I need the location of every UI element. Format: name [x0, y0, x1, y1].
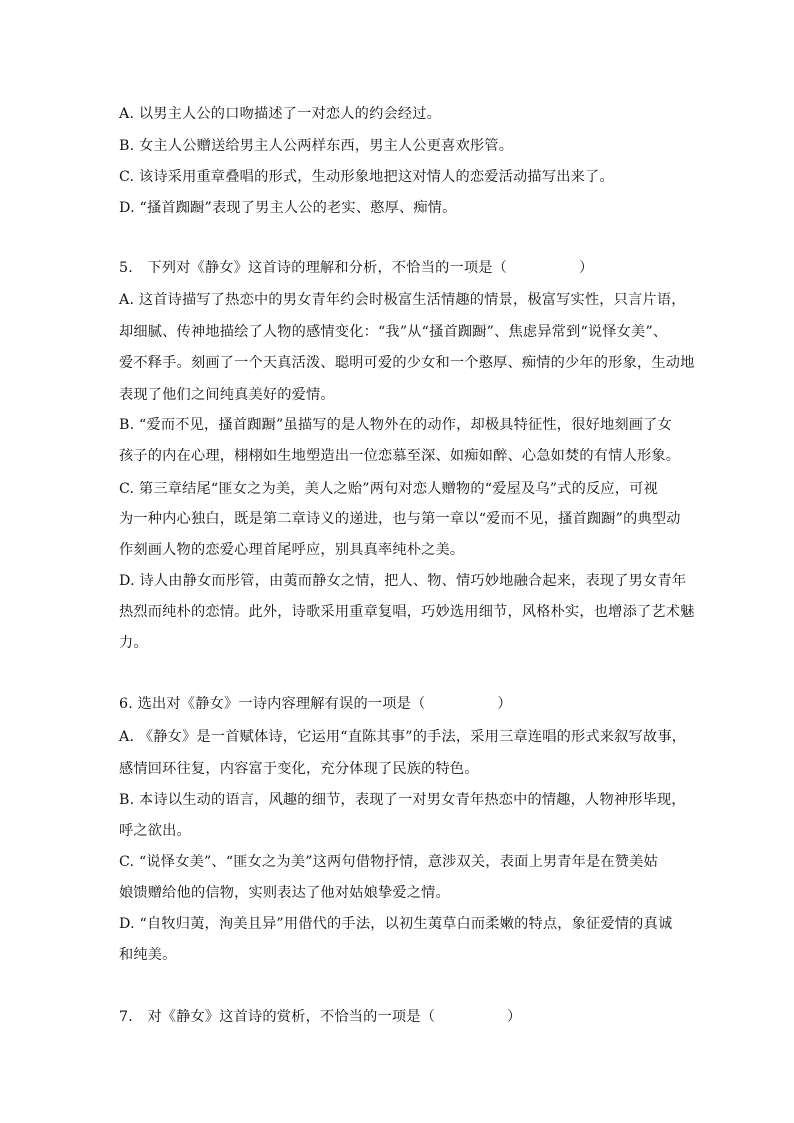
- question-5-stem: 5. 下列对《静女》这首诗的理解和分析，不恰当的一项是（ ）: [119, 260, 594, 276]
- q5-option-d-line-2: 热烈而纯朴的恋情。此外，诗歌采用重章复唱，巧妙选用细节，风格朴实，也增添了艺术魅: [119, 604, 695, 620]
- q5-option-a-line-3: 爱不释手。刻画了一个天真活泼、聪明可爱的少女和一个憨厚、痴情的少年的形象，生动地: [119, 355, 695, 371]
- q6-option-a-line-1: A. 《静女》是一首赋体诗，它运用“直陈其事”的手法，采用三章连唱的形式来叙写故事，: [119, 729, 687, 745]
- q6-option-d-line-1: D. “自牧归荑，洵美且异”用借代的手法，以初生荑草白而柔嫩的特点，象征爱情的真诚: [119, 916, 673, 932]
- q6-option-c-line-2: 娘馈赠给他的信物，实则表达了他对姑娘挚爱之情。: [119, 885, 450, 901]
- q5-option-a-line-2: 却细腻、传神地描绘了人物的感情变化：“我”从“搔首踟蹰”、焦虑异常到“说怿女美”、: [119, 324, 668, 340]
- prev-option-a: A. 以男主人公的口吻描述了一对恋人的约会经过。: [119, 106, 442, 122]
- question-6-stem: 6. 选出对《静女》一诗内容理解有误的一项是（ ）: [119, 696, 512, 712]
- q5-option-c-line-1: C. 第三章结尾“匪女之为美，美人之贻”两句对恋人赠物的“爱屋及乌”式的反应，可视: [119, 481, 658, 497]
- question-7-stem: 7. 对《静女》这首诗的赏析，不恰当的一项是（ ）: [119, 1009, 522, 1025]
- prev-option-d: D. “搔首踟蹰”表现了男主人公的老实、憨厚、痴情。: [119, 200, 457, 216]
- q6-option-b-line-2: 呼之欲出。: [119, 823, 191, 839]
- q6-option-a-line-2: 感情回环往复，内容富于变化，充分体现了民族的特色。: [119, 761, 479, 777]
- prev-option-b: B. 女主人公赠送给男主人公两样东西，男主人公更喜欢彤管。: [119, 138, 514, 154]
- q5-option-a-line-4: 表现了他们之间纯真美好的爱情。: [119, 387, 335, 403]
- q6-option-d-line-2: 和纯美。: [119, 947, 177, 963]
- q5-option-d-line-1: D. 诗人由静女而彤管，由荑而静女之情，把人、物、情巧妙地融合起来，表现了男女青年: [119, 573, 687, 589]
- q5-option-a-line-1: A. 这首诗描写了热恋中的男女青年约会时极富生活情趣的情景，极富写实性，只言片语，: [119, 292, 686, 308]
- q5-option-b-line-2: 孩子的内在心理，栩栩如生地塑造出一位恋慕至深、如痴如醉、心急如焚的有情人形象。: [119, 448, 681, 464]
- q5-option-c-line-2: 为一种内心独白，既是第二章诗义的递进，也与第一章以“爱而不见，搔首踟蹰”的典型动: [119, 511, 681, 527]
- q5-option-b-line-1: B. “爱而不见，搔首踟蹰”虽描写的是人物外在的动作，却极具特征性，很好地刻画了女: [119, 417, 672, 433]
- q6-option-b-line-1: B. 本诗以生动的语言，风趣的细节，表现了一对男女青年热恋中的情趣，人物神形毕现，: [119, 792, 686, 808]
- prev-option-c: C. 该诗采用重章叠唱的形式，生动形象地把这对情人的恋爱活动描写出来了。: [119, 169, 614, 185]
- q6-option-c-line-1: C. “说怿女美”、“匪女之为美”这两句借物抒情，意涉双关，表面上男青年是在赞美姑: [119, 854, 658, 870]
- q5-option-c-line-3: 作刻画人物的恋爱心理首尾呼应，别具真率纯朴之美。: [119, 542, 465, 558]
- q5-option-d-line-3: 力。: [119, 635, 148, 651]
